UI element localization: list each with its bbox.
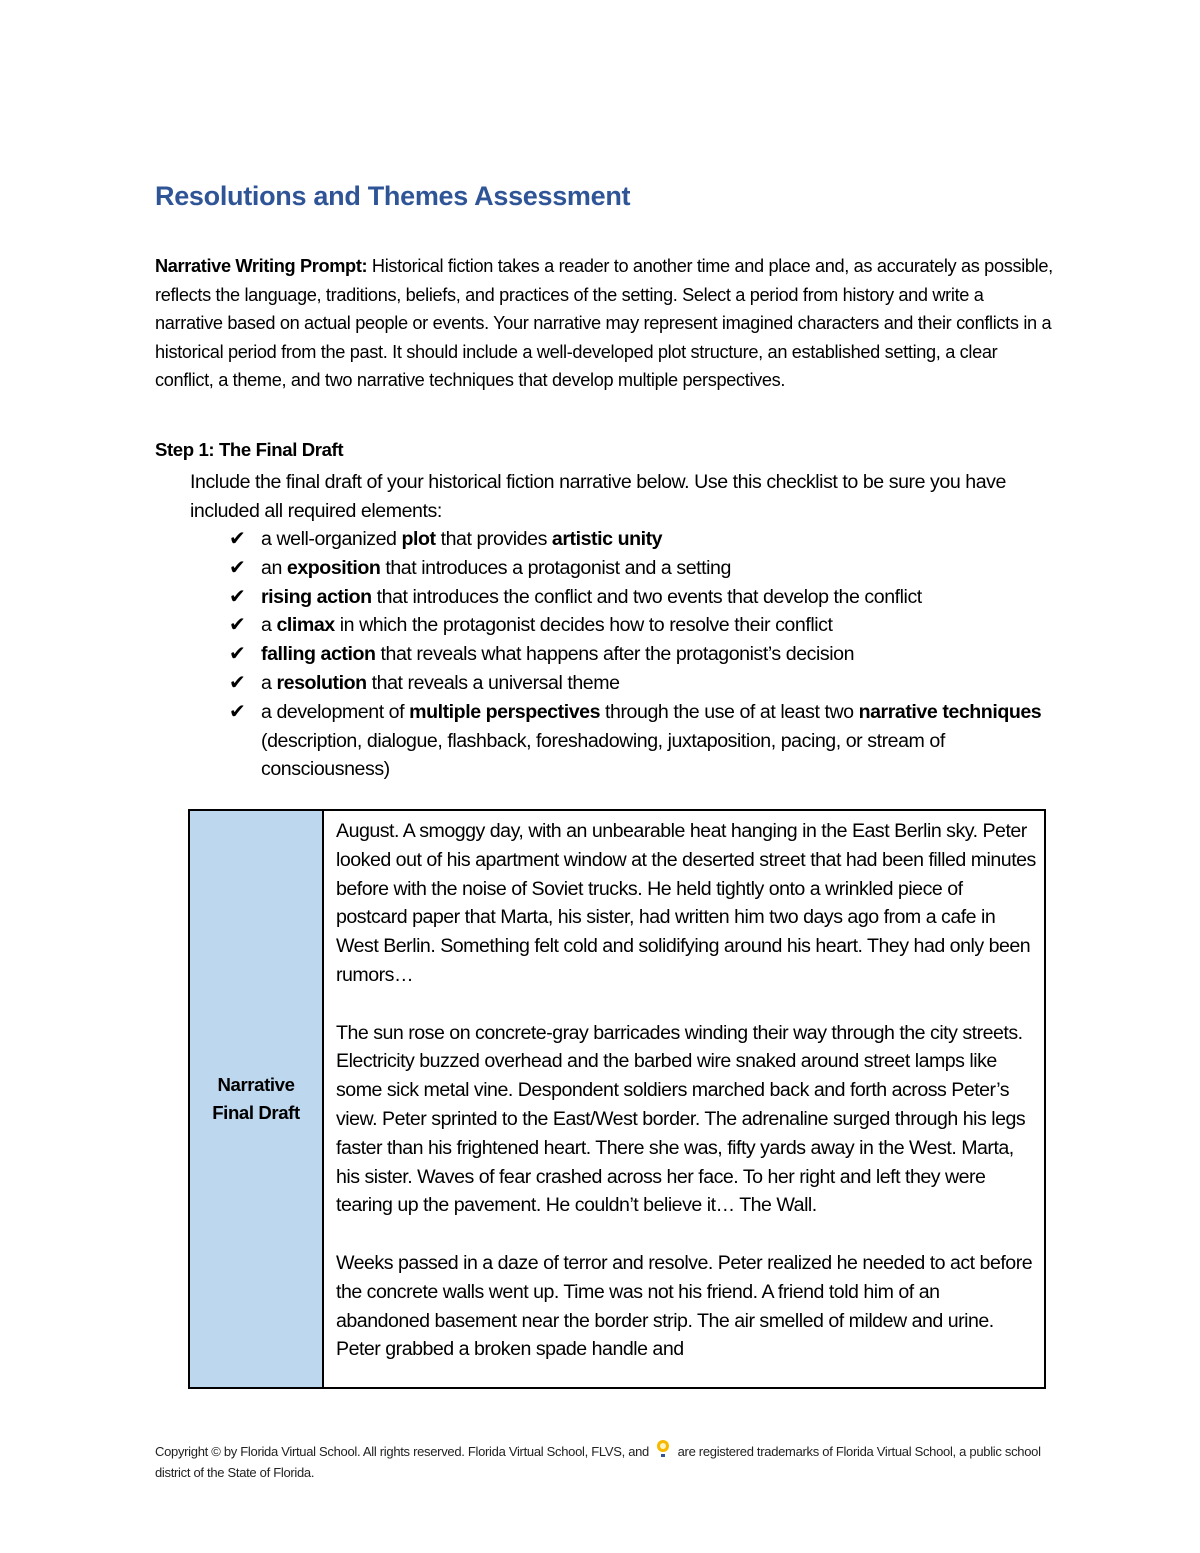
checkmark-icon: ✔: [229, 671, 246, 694]
checkmark-icon: ✔: [229, 556, 246, 579]
draft-paragraph: Weeks passed in a daze of terror and resolve. Peter realized he needed to act before the concrete walls went up. Time was not his friend. A friend told him of an abandoned basement near the border strip. The air smelled of mildew and urine. Peter grabbed a broken spade handle and: [336, 1251, 1033, 1361]
checklist-item: ✔ a resolution that reveals a universal theme: [229, 669, 1059, 698]
prompt-text: Historical fiction takes a reader to another time and place and, as accurately as possible, reflects the language, traditions, beliefs, and practices of the setting. Select a period from history and write a narrative based on actual people or events. Your narrative may represent imagined characters and their conflicts in a historical period from the past. It should include a well-developed plot structure, an established setting, a clear conflict, a theme, and two narrative techniques that develop multiple perspectives.: [155, 256, 1053, 391]
footer-text-1: Copyright © by Florida Virtual School. All rights reserved. Florida Virtual School, FLVS, and: [155, 1444, 649, 1459]
checkmark-icon: ✔: [229, 614, 246, 637]
flvs-lightbulb-logo-icon: [656, 1440, 670, 1460]
checkmark-icon: ✔: [229, 585, 246, 608]
draft-label-cell: [190, 811, 324, 1387]
draft-paragraph: August. A smoggy day, with an unbearable heat hanging in the East Berlin sky. Peter looked out of his apartment window at the deserted street that had been filled minutes before with the noise of Soviet trucks. He held tightly onto a wrinkled piece of postcard paper that Marta, his sister, had written him two days ago from a cafe in West Berlin. Something felt cold and solidifying around his heart. They had only been rumors…: [336, 820, 1036, 986]
page-title: Resolutions and Themes Assessment: [155, 181, 631, 211]
draft-paragraph: The sun rose on concrete-gray barricades winding their way through the city streets. Electricity buzzed overhead and the barbed wire snaked around street lamps like some sick metal vine. Despondent soldiers marched back and forth across Peter’s view. Peter sprinted to the East/West border. The adrenaline surged through his legs faster than his frightened heart. There she was, fifty yards away in the West. Marta, his sister. Waves of fear crashed across her face. To her right and left they were tearing up the pavement. He couldn’t believe it… The Wall.: [336, 1021, 1026, 1217]
checkmark-icon: ✔: [229, 643, 246, 666]
prompt-label: Narrative Writing Prompt:: [155, 256, 368, 276]
draft-label: Narrative Final Draft: [212, 1074, 300, 1123]
checkmark-icon: ✔: [229, 528, 246, 550]
requirements-checklist: [229, 525, 1059, 784]
step-intro: Include the final draft of your historical fiction narrative below. Use this checklist to be sure you have included all required elements:: [190, 471, 1006, 522]
checklist-item: ✔ a development of multiple perspectives through the use of at least two narrative techniques (description, dialogue, flashback, foreshadowing, juxtaposition, pacing, or stream of consciousness): [229, 698, 1059, 784]
step-heading: Step 1: The Final Draft: [155, 439, 344, 460]
final-draft-table: [188, 809, 1046, 1389]
checklist-item: ✔ falling action that reveals what happens after the protagonist’s decision: [229, 640, 1059, 669]
footer-text-2: are registered trademarks of Florida Virtual School, a public school district of the State of Florida.: [155, 1444, 1041, 1480]
checkmark-icon: ✔: [229, 700, 246, 723]
checklist-item: ✔ an exposition that introduces a protagonist and a setting: [229, 554, 1059, 583]
copyright-footer: [155, 1440, 1055, 1483]
writing-prompt: [155, 252, 1055, 395]
checklist-item: ✔ rising action that introduces the conflict and two events that develop the conflict: [229, 583, 1059, 612]
draft-text-cell[interactable]: [324, 811, 1044, 1387]
checklist-item: ✔ a well-organized plot that provides artistic unity: [229, 525, 1059, 554]
checklist-item: ✔ a climax in which the protagonist decides how to resolve their conflict: [229, 611, 1059, 640]
